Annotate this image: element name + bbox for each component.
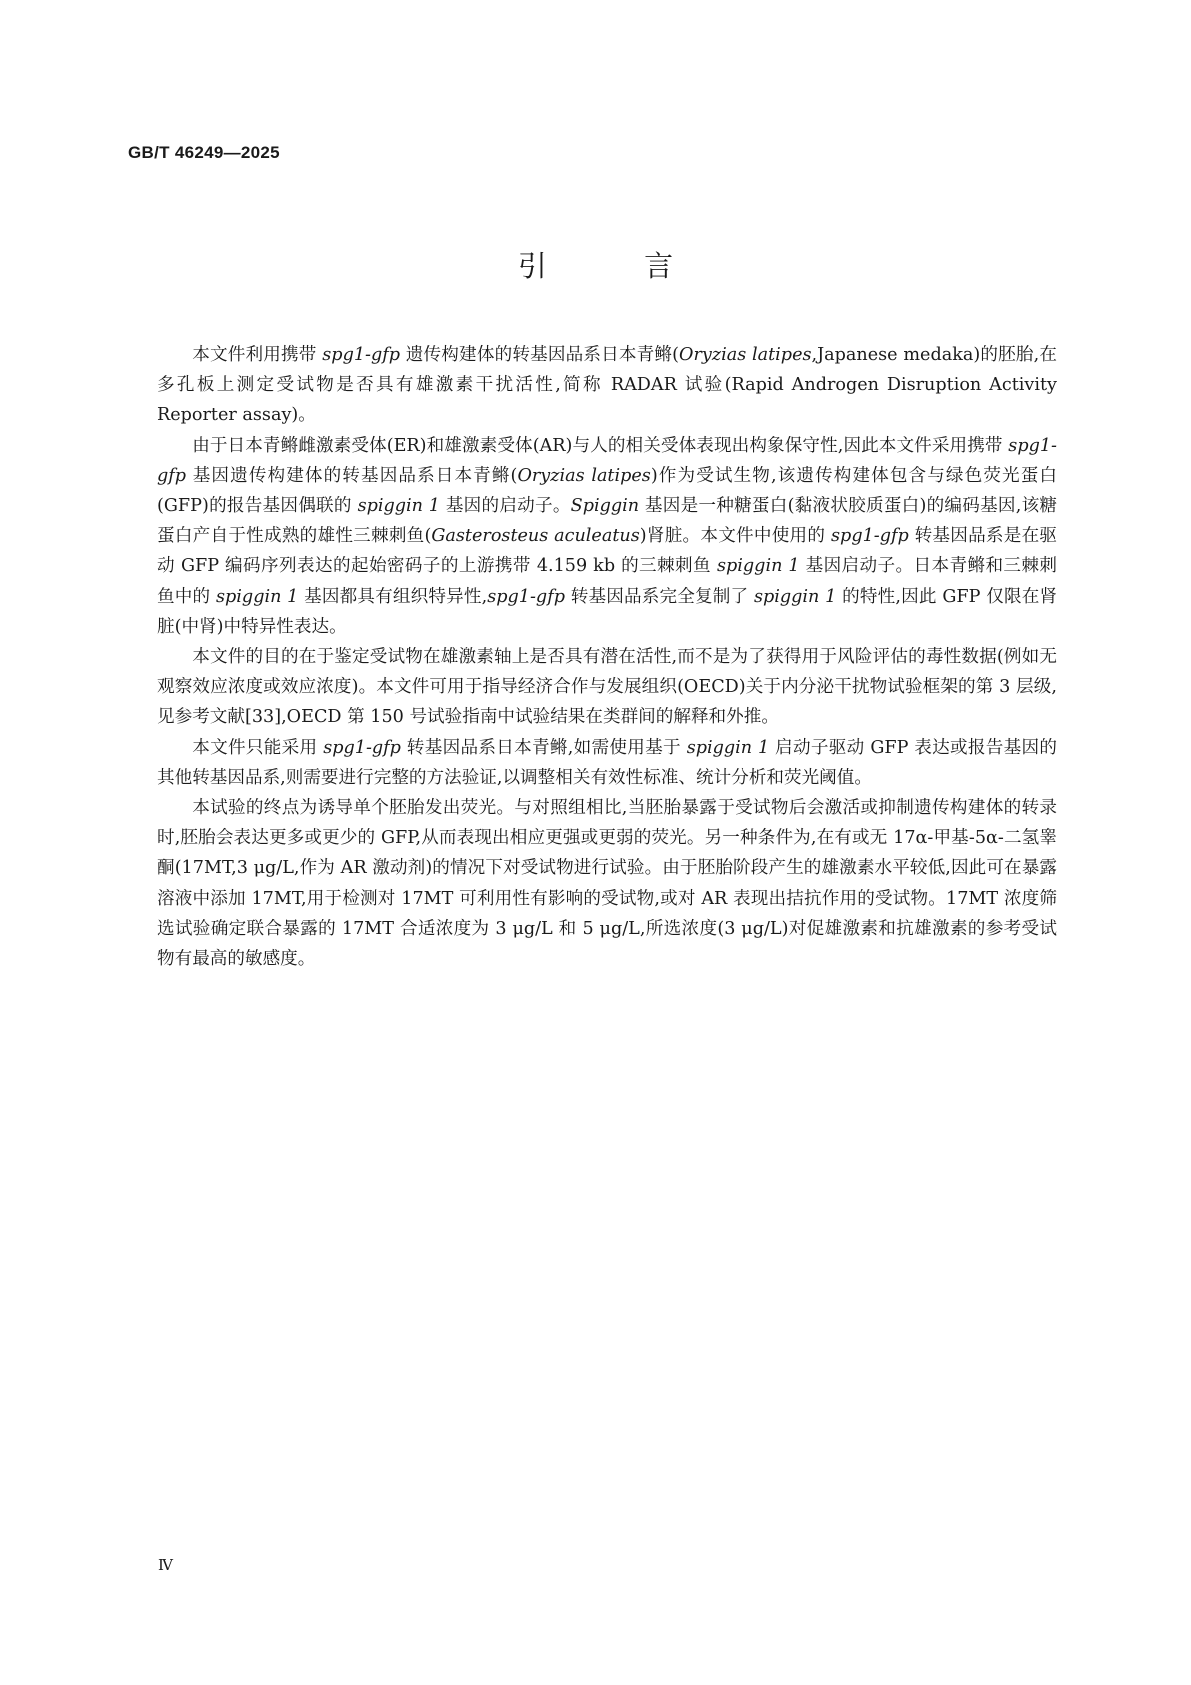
italic-term: Oryzias latipes <box>679 345 812 365</box>
italic-term: spiggin 1 <box>357 496 440 517</box>
paragraph: 本试验的终点为诱导单个胚胎发出荧光。与对照组相比,当胚胎暴露于受试物后会激活或抑制遗传构建体的转录时,胚胎会表达更多或更少的 GFP,从而表现出相应更强或更弱的荧光。另一种条件为,在有或无 17α-甲基-5α-二氢睾酮(17MT,3 μg/L,作为 AR 激动剂)的情况下对受试物进行试验。由于胚胎阶段产生的雄激素水平较低,因此可在暴露溶液中添加 17MT,用于检测对 17MT 可利用性有影响的受试物,或对 AR 表现出拮抗作用的受试物。17MT 浓度筛选试验确定联合暴露的 17MT 合适浓度为 3 μg/L 和 5 μg/L,所选浓度(3 μg/L)对促雄激素和抗雄激素的参考受试物有最高的敏感度。 <box>157 798 1057 970</box>
italic-term: spiggin 1 <box>216 586 299 607</box>
italic-term: spg1-gfp <box>487 586 565 607</box>
page-title: 引 言 <box>517 249 718 283</box>
italic-term: spg1-gfp <box>157 435 1057 486</box>
italic-term: spg1-gfp <box>323 737 401 758</box>
italic-term: spiggin 1 <box>717 556 800 577</box>
body-text <box>157 340 1057 974</box>
italic-term: Gasterosteus aculeatus <box>431 526 640 547</box>
paragraph: 本文件利用携带 spg1-gfp 遗传构建体的转基因品系日本青鳉(Oryzias latipes,Japanese medaka)的胚胎,在多孔板上测定受试物是否具有雄激素干扰活性,简称 RADAR 试验(Rapid Androgen Disruption Activity Reporter assay)。 <box>157 345 1058 426</box>
paragraph: 本文件只能采用 spg1-gfp 转基因品系日本青鳉,如需使用基于 spiggin 1 启动子驱动 GFP 表达或报告基因的其他转基因品系,则需要进行完整的方法验证,以调整相关有效性标准、统计分析和荧光阈值。 <box>157 737 1058 788</box>
paragraph: 由于日本青鳉雌激素受体(ER)和雄激素受体(AR)与人的相关受体表现出构象保守性,因此本文件采用携带 spg1-gfp 基因遗传构建体的转基因品系日本青鳉(Oryzias latipes)作为受试生物,该遗传构建体包含与绿色荧光蛋白(GFP)的报告基因偶联的 spiggin 1 基因的启动子。Spiggin 基因是一种糖蛋白(黏液状胶质蛋白)的编码基因,该糖蛋白产自于性成熟的雄性三棘刺鱼(Gasterosteus aculeatus)肾脏。本文件中使用的 spg1-gfp 转基因品系是在驱动 GFP 编码序列表达的起始密码子的上游携带 4.159 kb 的三棘刺鱼 spiggin 1 基因启动子。日本青鳉和三棘刺鱼中的 spiggin 1 基因都具有组织特异性,spg1-gfp 转基因品系完全复制了 spiggin 1 的特性,因此 GFP 仅限在肾脏(中肾)中特异性表达。 <box>157 435 1058 637</box>
italic-term: Oryzias latipes <box>517 465 651 486</box>
italic-term: spiggin 1 <box>686 737 770 758</box>
page-number: Ⅳ <box>158 1558 173 1574</box>
standard-code: GB/T 46249—2025 <box>128 143 280 162</box>
italic-term: spiggin 1 <box>753 586 837 607</box>
italic-term: Spiggin <box>570 496 640 517</box>
italic-term: spg1-gfp <box>322 345 401 365</box>
italic-term: spg1-gfp <box>831 526 909 547</box>
paragraph: 本文件的目的在于鉴定受试物在雄激素轴上是否具有潜在活性,而不是为了获得用于风险评估的毒性数据(例如无观察效应浓度或效应浓度)。本文件可用于指导经济合作与发展组织(OECD)关于内分泌干扰物试验框架的第 3 层级,见参考文献[33],OECD 第 150 号试验指南中试验结果在类群间的解释和外推。 <box>157 647 1057 728</box>
